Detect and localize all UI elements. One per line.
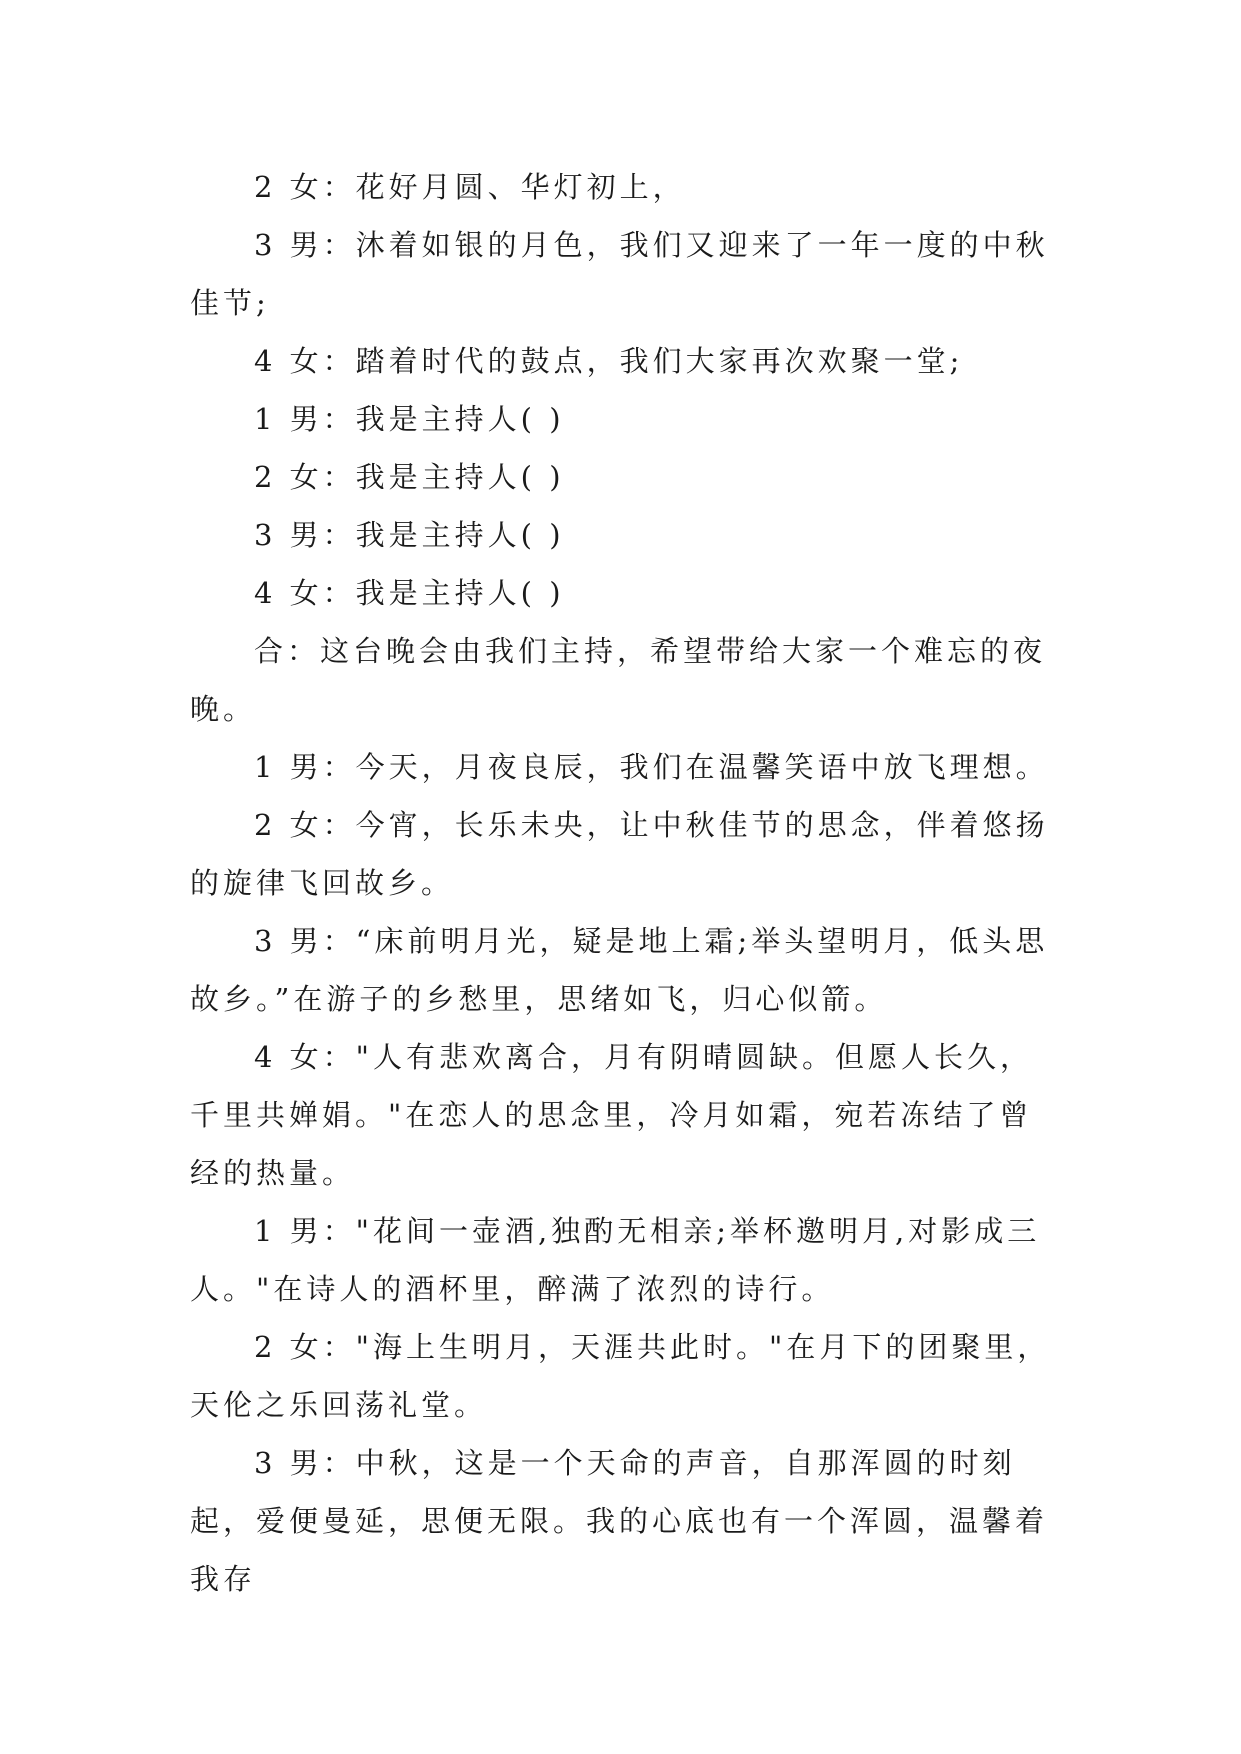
- paragraph: 4 女："人有悲欢离合，月有阴晴圆缺。但愿人长久，千里共婵娟。"在恋人的思念里，冷月如霜，宛若冻结了曾经的热量。: [190, 1040, 1034, 1190]
- paragraph: 4 女：我是主持人( ): [254, 576, 565, 610]
- paragraph: 2 女：我是主持人( ): [254, 460, 565, 494]
- paragraph: 2 女：花好月圆、华灯初上，: [254, 170, 686, 204]
- paragraph: 3 男：我是主持人( ): [254, 518, 565, 552]
- paragraph: 2 女：今宵，长乐未央，让中秋佳节的思念，伴着悠扬的旋律飞回故乡。: [190, 808, 1049, 900]
- paragraph: 4 女：踏着时代的鼓点，我们大家再次欢聚一堂;: [254, 344, 964, 378]
- paragraph: 3 男：“床前明月光，疑是地上霜;举头望明月，低头思故乡。”在游子的乡愁里，思绪如飞，归心似箭。: [190, 924, 1049, 1016]
- paragraph: 1 男：我是主持人( ): [254, 402, 565, 436]
- paragraph: 合：这台晚会由我们主持，希望带给大家一个难忘的夜晚。: [190, 634, 1047, 726]
- paragraph: 2 女："海上生明月，天涯共此时。"在月下的团聚里，天伦之乐回荡礼堂。: [190, 1330, 1051, 1422]
- paragraph: 1 男：今天，月夜良辰，我们在温馨笑语中放飞理想。: [254, 750, 1049, 784]
- paragraph: 1 男："花间一壶酒,独酌无相亲;举杯邀明月,对影成三人。"在诗人的酒杯里，醉满了浓烈的诗行。: [190, 1214, 1041, 1306]
- paragraph: 3 男：中秋，这是一个天命的声音，自那浑圆的时刻起，爱便曼延，思便无限。我的心底也有一个浑圆，温馨着我存: [190, 1446, 1049, 1596]
- paragraph: 3 男：沐着如银的月色，我们又迎来了一年一度的中秋佳节;: [190, 228, 1049, 320]
- document-body: [190, 158, 1058, 1608]
